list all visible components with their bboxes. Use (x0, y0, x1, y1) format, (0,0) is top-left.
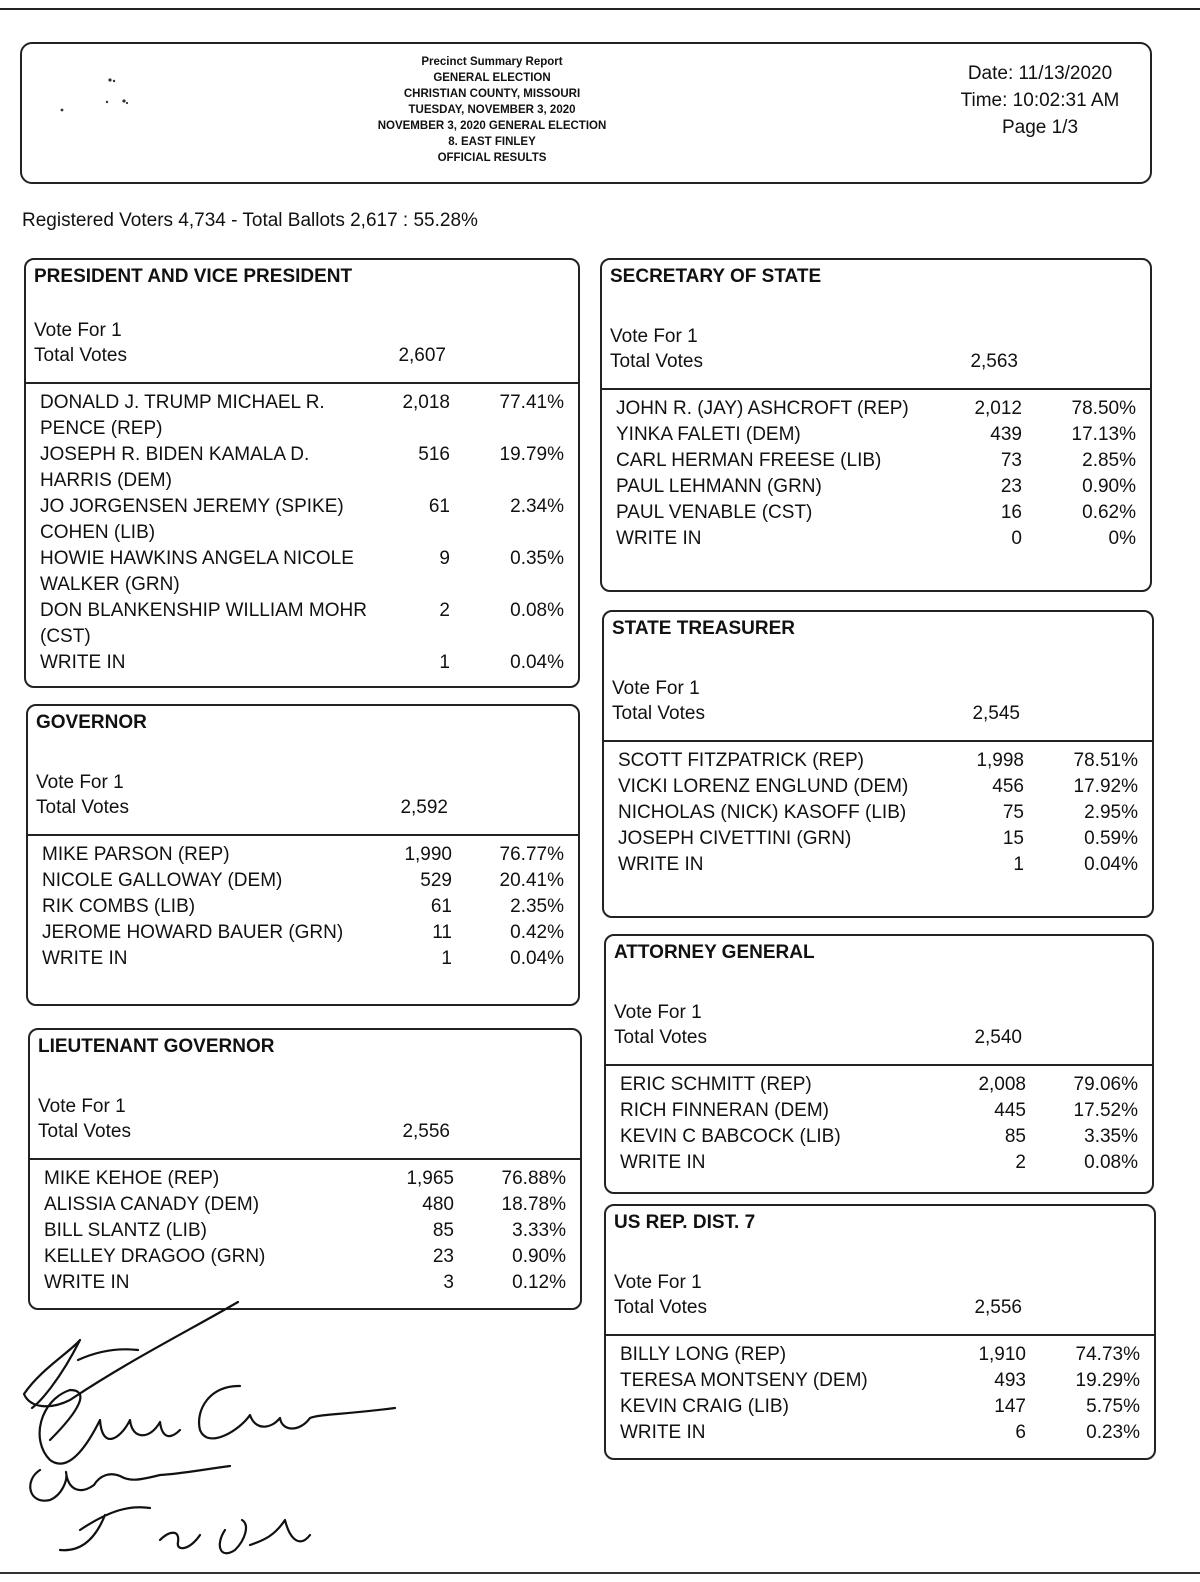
candidate-name: JOSEPH CIVETTINI (GRN) (618, 828, 852, 849)
candidate-percent: 17.92% (1073, 776, 1138, 797)
candidate-percent: 2.85% (1082, 450, 1136, 471)
candidate-row (602, 422, 1150, 448)
candidate-percent: 2.34% (510, 496, 564, 517)
total-votes-value: 2,607 (398, 345, 446, 366)
candidate-votes: 2,012 (974, 398, 1022, 419)
candidate-votes: 23 (432, 1246, 454, 1267)
candidate-votes: 456 (992, 776, 1024, 797)
race-title: ATTORNEY GENERAL (614, 942, 815, 963)
race-title: PRESIDENT AND VICE PRESIDENT (34, 266, 353, 287)
candidate-votes: 1 (1013, 854, 1024, 875)
candidate-percent: 0.04% (510, 652, 564, 673)
vote-for-label: Vote For 1 (610, 326, 698, 347)
candidate-list (606, 1342, 1154, 1446)
vote-for-label: Vote For 1 (614, 1002, 702, 1023)
candidate-list (26, 390, 578, 676)
candidate-percent: 0.08% (510, 600, 564, 621)
candidate-percent: 20.41% (499, 870, 564, 891)
candidate-name: HOWIE HAWKINS ANGELA NICOLE WALKER (GRN) (40, 548, 354, 595)
candidate-votes: 85 (1004, 1126, 1026, 1147)
candidate-votes: 439 (990, 424, 1022, 445)
candidate-percent: 3.33% (512, 1220, 566, 1241)
candidate-name: RIK COMBS (LIB) (42, 896, 196, 917)
candidate-votes: 147 (994, 1396, 1026, 1417)
race-title: SECRETARY OF STATE (610, 266, 822, 287)
candidate-row (28, 920, 578, 946)
header-line: NOVEMBER 3, 2020 GENERAL ELECTION (377, 120, 607, 132)
candidate-percent: 0.62% (1082, 502, 1136, 523)
total-votes-value: 2,540 (974, 1027, 1022, 1048)
candidate-name: MIKE KEHOE (REP) (44, 1168, 220, 1189)
candidate-percent: 19.79% (499, 444, 564, 465)
candidate-name: PAUL VENABLE (CST) (616, 502, 813, 523)
candidate-name: JO JORGENSEN JEREMY (SPIKE) COHEN (LIB) (40, 496, 344, 543)
candidate-name: ALISSIA CANADY (DEM) (44, 1194, 260, 1215)
candidate-name: RICH FINNERAN (DEM) (620, 1100, 829, 1121)
candidate-row (602, 448, 1150, 474)
total-votes-value: 2,563 (970, 351, 1018, 372)
candidate-percent: 2.35% (510, 896, 564, 917)
candidate-percent: 76.77% (499, 844, 564, 865)
header-divider (602, 388, 1150, 390)
vote-for-label: Vote For 1 (612, 678, 700, 699)
candidate-votes: 85 (432, 1220, 454, 1241)
candidate-votes: 0 (1011, 528, 1022, 549)
header-divider (606, 1334, 1154, 1336)
candidate-row (26, 494, 578, 546)
candidate-name: PAUL LEHMANN (GRN) (616, 476, 822, 497)
candidate-name: DONALD J. TRUMP MICHAEL R. PENCE (REP) (40, 392, 325, 439)
candidate-percent: 77.41% (499, 392, 564, 413)
candidate-percent: 0.12% (512, 1272, 566, 1293)
total-votes-label: Total Votes (614, 1297, 707, 1318)
candidate-percent: 78.50% (1071, 398, 1136, 419)
race-panel (28, 1028, 582, 1310)
race-panel (600, 258, 1152, 592)
candidate-votes: 1 (441, 948, 452, 969)
header-line: OFFICIAL RESULTS (437, 152, 547, 164)
candidate-name: WRITE IN (620, 1422, 706, 1443)
race-panel (604, 934, 1154, 1194)
race-panel (26, 704, 580, 1006)
candidate-votes: 516 (418, 444, 450, 465)
candidate-votes: 16 (1000, 502, 1022, 523)
candidate-votes: 2 (1015, 1152, 1026, 1173)
candidate-votes: 61 (428, 496, 450, 517)
candidate-row (604, 800, 1152, 826)
candidate-name: WRITE IN (42, 948, 128, 969)
candidate-row (606, 1124, 1152, 1150)
candidate-row (602, 500, 1150, 526)
candidate-name: JOHN R. (JAY) ASHCROFT (REP) (616, 398, 909, 419)
candidate-row (606, 1368, 1154, 1394)
candidate-votes: 1,998 (976, 750, 1024, 771)
candidate-row (26, 650, 578, 676)
candidate-row (26, 546, 578, 598)
report-date: Date: 11/13/2020 (967, 63, 1113, 84)
candidate-votes: 15 (1002, 828, 1024, 849)
bottom-rule (0, 1572, 1200, 1574)
candidate-votes: 61 (430, 896, 452, 917)
report-header (20, 42, 1152, 184)
candidate-votes: 445 (994, 1100, 1026, 1121)
vote-for-label: Vote For 1 (614, 1272, 702, 1293)
candidate-row (606, 1394, 1154, 1420)
candidate-name: WRITE IN (616, 528, 702, 549)
candidate-percent: 17.52% (1073, 1100, 1138, 1121)
report-meta (940, 60, 1140, 141)
candidate-percent: 3.35% (1084, 1126, 1138, 1147)
report-time: Time: 10:02:31 AM (960, 90, 1120, 111)
candidate-row (26, 390, 578, 442)
race-title: US REP. DIST. 7 (614, 1212, 756, 1233)
candidate-votes: 2,018 (402, 392, 450, 413)
candidate-name: ERIC SCHMITT (REP) (620, 1074, 812, 1095)
candidate-percent: 5.75% (1086, 1396, 1140, 1417)
candidate-percent: 0% (1108, 528, 1136, 549)
race-panel (604, 1204, 1156, 1460)
header-divider (26, 382, 578, 384)
candidate-name: NICHOLAS (NICK) KASOFF (LIB) (618, 802, 907, 823)
total-votes-value: 2,556 (974, 1297, 1022, 1318)
candidate-row (604, 748, 1152, 774)
candidate-row (30, 1166, 580, 1192)
candidate-name: WRITE IN (40, 652, 126, 673)
candidate-list (28, 842, 578, 972)
total-votes-label: Total Votes (610, 351, 703, 372)
top-rule (0, 8, 1200, 10)
candidate-percent: 0.42% (510, 922, 564, 943)
candidate-percent: 0.59% (1084, 828, 1138, 849)
official-signatures (10, 1290, 430, 1580)
total-votes-value: 2,592 (400, 797, 448, 818)
candidate-row (606, 1098, 1152, 1124)
scan-specks (52, 72, 142, 122)
candidate-name: JOSEPH R. BIDEN KAMALA D. HARRIS (DEM) (40, 444, 310, 491)
candidate-row (606, 1342, 1154, 1368)
header-divider (604, 740, 1152, 742)
candidate-votes: 2,008 (978, 1074, 1026, 1095)
candidate-row (602, 396, 1150, 422)
total-votes-value: 2,545 (972, 703, 1020, 724)
candidate-percent: 19.29% (1075, 1370, 1140, 1391)
candidate-name: VICKI LORENZ ENGLUND (DEM) (618, 776, 909, 797)
candidate-votes: 6 (1015, 1422, 1026, 1443)
candidate-votes: 1,910 (978, 1344, 1026, 1365)
vote-for-label: Vote For 1 (38, 1096, 126, 1117)
candidate-votes: 480 (422, 1194, 454, 1215)
total-votes-label: Total Votes (612, 703, 705, 724)
candidate-row (30, 1244, 580, 1270)
candidate-row (28, 894, 578, 920)
candidate-votes: 1 (439, 652, 450, 673)
candidate-row (30, 1218, 580, 1244)
total-votes-label: Total Votes (34, 345, 127, 366)
candidate-row (26, 442, 578, 494)
race-panel (602, 610, 1154, 918)
report-title-block (342, 54, 642, 166)
candidate-name: NICOLE GALLOWAY (DEM) (42, 870, 283, 891)
candidate-percent: 0.23% (1086, 1422, 1140, 1443)
header-divider (606, 1064, 1152, 1066)
candidate-percent: 0.08% (1084, 1152, 1138, 1173)
candidate-percent: 0.04% (510, 948, 564, 969)
candidate-votes: 1,990 (404, 844, 452, 865)
vote-for-label: Vote For 1 (36, 772, 124, 793)
total-votes-label: Total Votes (614, 1027, 707, 1048)
candidate-name: SCOTT FITZPATRICK (REP) (618, 750, 864, 771)
header-line: TUESDAY, NOVEMBER 3, 2020 (408, 104, 576, 116)
candidate-name: WRITE IN (620, 1152, 706, 1173)
candidate-row (602, 474, 1150, 500)
header-line: CHRISTIAN COUNTY, MISSOURI (403, 88, 581, 100)
candidate-row (28, 868, 578, 894)
header-divider (30, 1158, 580, 1160)
candidate-percent: 2.95% (1084, 802, 1138, 823)
candidate-name: YINKA FALETI (DEM) (616, 424, 801, 445)
total-votes-value: 2,556 (402, 1121, 450, 1142)
candidate-name: MIKE PARSON (REP) (42, 844, 230, 865)
candidate-row (26, 598, 578, 650)
header-line: 8. EAST FINLEY (448, 136, 536, 148)
candidate-percent: 0.35% (510, 548, 564, 569)
vote-for-label: Vote For 1 (34, 320, 122, 341)
candidate-row (28, 842, 578, 868)
candidate-name: BILLY LONG (REP) (620, 1344, 787, 1365)
header-line: Precinct Summary Report (421, 56, 563, 68)
candidate-name: DON BLANKENSHIP WILLIAM MOHR (CST) (40, 600, 367, 647)
candidate-row (606, 1420, 1154, 1446)
report-page: Page 1/3 (1001, 117, 1079, 138)
candidate-row (30, 1192, 580, 1218)
candidate-name: JEROME HOWARD BAUER (GRN) (42, 922, 344, 943)
race-title: LIEUTENANT GOVERNOR (38, 1036, 275, 1057)
candidate-percent: 74.73% (1075, 1344, 1140, 1365)
candidate-votes: 529 (420, 870, 452, 891)
candidate-row (604, 774, 1152, 800)
candidate-votes: 1,965 (406, 1168, 454, 1189)
candidate-percent: 79.06% (1073, 1074, 1138, 1095)
candidate-list (606, 1072, 1152, 1176)
candidate-row (28, 946, 578, 972)
candidate-name: TERESA MONTSENY (DEM) (620, 1370, 868, 1391)
candidate-name: KEVIN C BABCOCK (LIB) (620, 1126, 841, 1147)
candidate-row (604, 826, 1152, 852)
candidate-name: WRITE IN (618, 854, 704, 875)
total-votes-label: Total Votes (36, 797, 129, 818)
race-title: GOVERNOR (36, 712, 147, 733)
candidate-name: KEVIN CRAIG (LIB) (620, 1396, 789, 1417)
candidate-votes: 75 (1002, 802, 1024, 823)
candidate-percent: 17.13% (1071, 424, 1136, 445)
candidate-percent: 78.51% (1073, 750, 1138, 771)
candidate-votes: 493 (994, 1370, 1026, 1391)
candidate-row (604, 852, 1152, 878)
candidate-name: BILL SLANTZ (LIB) (44, 1220, 207, 1241)
header-divider (28, 834, 578, 836)
candidate-votes: 2 (439, 600, 450, 621)
candidate-votes: 11 (432, 922, 452, 943)
candidate-votes: 23 (1000, 476, 1022, 497)
registered-voters-summary: Registered Voters 4,734 - Total Ballots 2,617 : 55.28% (22, 210, 478, 231)
candidate-list (30, 1166, 580, 1296)
candidate-row (606, 1072, 1152, 1098)
header-line: GENERAL ELECTION (433, 72, 551, 84)
candidate-percent: 0.90% (512, 1246, 566, 1267)
candidate-row (602, 526, 1150, 552)
candidate-votes: 9 (439, 548, 450, 569)
candidate-list (602, 396, 1150, 552)
candidate-name: WRITE IN (44, 1272, 130, 1293)
candidate-percent: 0.04% (1084, 854, 1138, 875)
candidate-list (604, 748, 1152, 878)
race-title: STATE TREASURER (612, 618, 795, 639)
candidate-name: CARL HERMAN FREESE (LIB) (616, 450, 882, 471)
candidate-row (606, 1150, 1152, 1176)
candidate-percent: 76.88% (501, 1168, 566, 1189)
candidate-votes: 73 (1000, 450, 1022, 471)
candidate-percent: 0.90% (1082, 476, 1136, 497)
total-votes-label: Total Votes (38, 1121, 131, 1142)
candidate-votes: 3 (443, 1272, 454, 1293)
candidate-percent: 18.78% (501, 1194, 566, 1215)
race-panel (24, 258, 580, 688)
candidate-name: KELLEY DRAGOO (GRN) (44, 1246, 266, 1267)
